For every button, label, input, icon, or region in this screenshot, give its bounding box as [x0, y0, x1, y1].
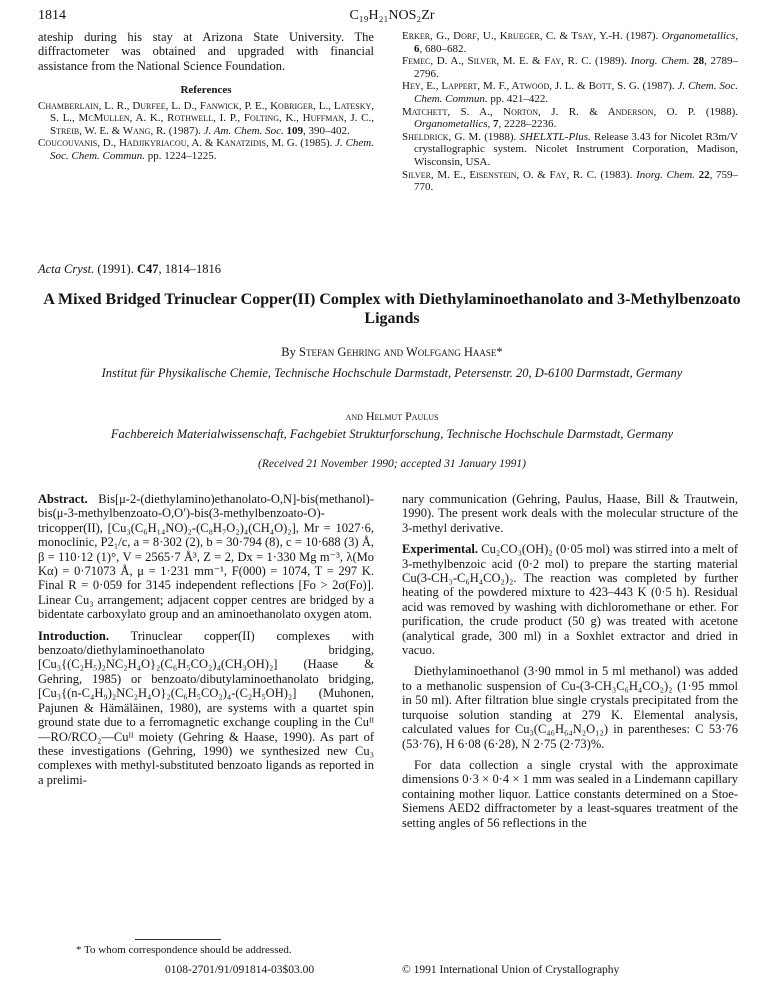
running-header-formula: C₁₉H₂₁NOS₂Zr	[349, 8, 435, 23]
reference-item: Matchett, S. A., Norton, J. R. & Anderson, O. P. (1988). Organometallics, 7, 2228–2236.	[402, 105, 739, 131]
reference-item: Silver, M. E., Eisenstein, O. & Fay, R. C. (1983). Inorg. Chem. 22, 759–770.	[402, 168, 738, 194]
prev-article-right-column	[402, 30, 738, 194]
reference-item: Femec, D. A., Silver, M. E. & Fay, R. C. (1989). Inorg. Chem. 28, 2789–2796.	[402, 55, 738, 80]
article-authors: By Stefan Gehring and Wolfgang Haase*	[281, 345, 503, 359]
journal-citation: Acta Cryst. (1991). C47, 1814–1816	[38, 262, 221, 276]
correspondence-footnote: * To whom correspondence should be addressed.	[76, 944, 292, 956]
affiliation-1: Institut für Physikalische Chemie, Technische Hochschule Darmstadt, Petersenstr. 20, D-6100 Darmstadt, Germany	[101, 366, 683, 380]
issn-code: 0108-2701/91/091814-03$03.00	[165, 964, 315, 976]
body-left-column	[38, 492, 374, 794]
references-list-left	[38, 100, 374, 163]
copyright-notice: © 1991 International Union of Crystallography	[402, 964, 620, 976]
experimental-paragraph-2: Diethylaminoethanol (3·90 mmol in 5 ml methanol) was added to a methanolic suspension of Cu-(3-CH₃C₆H₄CO₂)₂ (1·95 mmol in 50 ml). After filtration blue single crystals precipitated from the turquoise solution standing at 279 K. Elemental analysis, calculated values for Cu₃(C₄₆H₆₄N₂O₁₂) in parentheses: C 53·76 (53·76), H 6·08 (6·28), N 2·75 (2·73)%.	[402, 664, 738, 751]
reference-item: Hey, E., Lappert, M. F., Atwood, J. L. & Bott, S. G. (1987). J. Chem. Soc. Chem. Commun. pp. 421–422.	[402, 80, 739, 105]
reference-item: Sheldrick, G. M. (1988). SHELXTL-Plus. Release 3.43 for Nicolet R3m/V crystallographic system. Nicolet Instrument Corporation, Madison, Wisconsin, USA.	[402, 130, 738, 168]
experimental-paragraph-3: For data collection a single crystal with the approximate dimensions 0·3 × 0·4 × 1 mm was sealed in a Lindemann capillary containing mother liquor. Lattice constants determined on a Stoe-Siemens AED2 diffractometer by a least-squares treatment of the setting angles of 56 reflections in the	[402, 757, 738, 830]
reference-item: Erker, G., Dorf, U., Krueger, C. & Tsay, Y.-H. (1987). Organometallics, 6, 680–682.	[402, 30, 738, 55]
experimental: Experimental. Cu₂CO₃(OH)₂ (0·05 mol) was stirred into a melt of 3-methylbenzoic acid (0·2 mol) to prepare the starting material Cu(3-CH₃-C₆H₄CO₂)₂. The reaction was completed by further heating of the powdered mixture to 423–443 K (0·5 h). Residual acid was removed by washing with dichloromethane or ether. For purification, the crude product (50 g) was treated with acetone (analytical grade, 300 ml) in a Soxhlet extractor and dried in vacuo.	[402, 542, 739, 658]
received-dates: (Received 21 November 1990; accepted 31 January 1991)	[258, 458, 526, 470]
prev-article-left-column	[38, 30, 374, 163]
page-number: 1814	[38, 8, 66, 23]
abstract: Abstract. Bis[μ-2-(diethylamino)ethanolato-O,N]-bis(methanol)-bis(μ-3-methylbenzoato-O,O′)-bis(3-methylbenzoato-O)-tricopper(II), [Cu₃(C₆H₁₄NO)₂-(C₈H₇O₂)₄(CH₄O)₂], Mr = 1027·6, monoclinic, P2₁/c, a = 8·302 (2), b = 30·794 (8), c = 10·688 (3) Å, β = 110·12 (1)°, V = 2565·7 Å³, Z = 2, Dx = 1·330 Mg m⁻³, λ(Mo Kα) = 0·71073 Å, μ = 1·231 mm⁻¹, F(000) = 1074, T = 297 K. Final R = 0·059 for 3145 independent reflections [Fo > 2σ(Fo)]. Linear Cu₃ arrangement; adjacent copper centres are bridged by a bidentate carboxylato group and an aminoethanolato oxygen atom.	[38, 492, 374, 622]
introduction-continued: nary communication (Gehring, Paulus, Haase, Bill & Trautwein, 1990). The present work deals with the molecular structure of the 3-methyl derivative.	[402, 492, 738, 535]
affiliation-2: Fachbereich Materialwissenschaft, Fachgebiet Strukturforschung, Technische Hochschule Darmstadt, Germany	[110, 427, 674, 441]
additional-author: and Helmut Paulus	[345, 409, 439, 423]
acknowledgement-text: ateship during his stay at Arizona State University. The diffractometer was obtained and upgraded with financial assistance from the National Science Foundation.	[38, 30, 374, 73]
article-title: A Mixed Bridged Trinuclear Copper(II) Complex with Diethylaminoethanolato and 3-Methylbenzoato Ligands	[43, 291, 741, 327]
experimental-heading: Experimental.	[402, 542, 479, 557]
introduction: Introduction. Trinuclear copper(II) complexes with benzoato/diethylaminoethanolato bridging, [Cu₃{(C₂H₅)₂NC₂H₄O}₂(C₆H₅CO₂)₄(CH₃OH)₂] (Haase & Gehring, 1985) or benzoato/dibutylaminoethanolato bridging, [Cu₃{(n-C₄H₉)₂NC₂H₄O}₂(C₆H₅CO₂)₄-(C₂H₅OH)₂] (Muhonen, Pajunen & Hämäläinen, 1980), are systems with a quartet spin ground state due to a ferromagnetic exchange coupling in the Cuᴵᴵ—RO/RCO₂—Cuᴵᴵ moiety (Gehring & Haase, 1990). As part of these investigations (Gehring, 1990) we synthesized new Cu₃ complexes with methyl-substituted benzoato ligands as reported in a prelimi-	[38, 628, 374, 787]
body-right-column	[402, 492, 738, 837]
reference-item: Chamberlain, L. R., Durfee, L. D., Fanwick, P. E., Kobriger, L., Latesky, S. L., McMullen, A. K., Rothwell, I. P., Folting, K., Huffman, J. C., Streib, W. E. & Wang, R. (1987). J. Am. Chem. Soc. 109, 390–402.	[38, 99, 374, 137]
introduction-heading: Introduction.	[38, 628, 109, 643]
footnote-divider	[135, 939, 221, 940]
references-heading: References	[180, 84, 232, 97]
reference-item: Coucouvanis, D., Hadjikyriacou, A. & Kanatzidis, M. G. (1985). J. Chem. Soc. Chem. Commun. pp. 1224–1225.	[38, 137, 374, 162]
abstract-heading: Abstract.	[38, 492, 88, 506]
